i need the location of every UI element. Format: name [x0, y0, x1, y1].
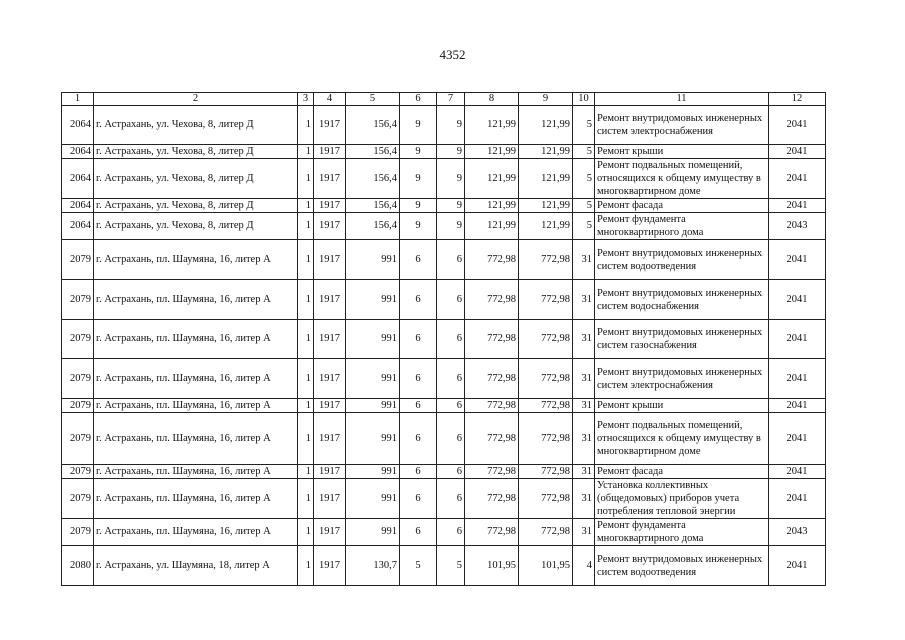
- cell-c10: 31: [573, 320, 595, 359]
- cell-end-year: 2041: [769, 320, 826, 359]
- cell-work: Ремонт внутридомовых инженерных систем водоотведения: [595, 546, 769, 586]
- cell-id: 2079: [62, 519, 94, 546]
- cell-work: Ремонт фасада: [595, 465, 769, 479]
- cell-c7: 6: [437, 413, 465, 465]
- cell-c6: 6: [400, 465, 437, 479]
- cell-work: Ремонт крыши: [595, 145, 769, 159]
- cell-c8: 772,98: [465, 240, 519, 280]
- cell-end-year: 2041: [769, 106, 826, 145]
- cell-c6: 6: [400, 519, 437, 546]
- column-header: 12: [769, 93, 826, 106]
- cell-end-year: 2041: [769, 280, 826, 320]
- cell-c8: 772,98: [465, 399, 519, 413]
- cell-area: 991: [346, 479, 400, 519]
- cell-area: 130,7: [346, 546, 400, 586]
- cell-c6: 6: [400, 320, 437, 359]
- cell-c10: 31: [573, 465, 595, 479]
- cell-c10: 31: [573, 240, 595, 280]
- cell-work: Ремонт внутридомовых инженерных систем водоснабжения: [595, 280, 769, 320]
- cell-work: Ремонт внутридомовых инженерных систем электроснабжения: [595, 359, 769, 399]
- cell-c9: 772,98: [519, 413, 573, 465]
- cell-c7: 6: [437, 465, 465, 479]
- table-row: [62, 159, 826, 199]
- cell-id: 2064: [62, 213, 94, 240]
- cell-c6: 9: [400, 159, 437, 199]
- cell-c9: 772,98: [519, 399, 573, 413]
- cell-c3: 1: [298, 399, 314, 413]
- cell-year: 1917: [314, 479, 346, 519]
- cell-c6: 6: [400, 240, 437, 280]
- cell-year: 1917: [314, 280, 346, 320]
- cell-c3: 1: [298, 413, 314, 465]
- page-number: 4352: [439, 47, 466, 62]
- cell-c8: 101,95: [465, 546, 519, 586]
- cell-end-year: 2041: [769, 399, 826, 413]
- cell-year: 1917: [314, 106, 346, 145]
- cell-c7: 9: [437, 213, 465, 240]
- table-row: [62, 106, 826, 145]
- cell-c7: 6: [437, 519, 465, 546]
- cell-year: 1917: [314, 213, 346, 240]
- table-row: [62, 240, 826, 280]
- cell-c7: 5: [437, 546, 465, 586]
- cell-address: г. Астрахань, ул. Чехова, 8, литер Д: [94, 145, 298, 159]
- cell-work: Ремонт подвальных помещений, относящихся к общему имуществу в многоквартирном доме: [595, 159, 769, 199]
- cell-c9: 121,99: [519, 159, 573, 199]
- column-header: 10: [573, 93, 595, 106]
- cell-year: 1917: [314, 145, 346, 159]
- column-header: 3: [298, 93, 314, 106]
- cell-address: г. Астрахань, пл. Шаумяна, 16, литер А: [94, 465, 298, 479]
- cell-c8: 772,98: [465, 413, 519, 465]
- cell-end-year: 2043: [769, 519, 826, 546]
- cell-c9: 121,99: [519, 145, 573, 159]
- cell-work: Ремонт внутридомовых инженерных систем газоснабжения: [595, 320, 769, 359]
- cell-c3: 1: [298, 465, 314, 479]
- cell-work: Ремонт подвальных помещений, относящихся к общему имуществу в многоквартирном доме: [595, 413, 769, 465]
- cell-work: Ремонт внутридомовых инженерных систем водоотведения: [595, 240, 769, 280]
- column-header: 8: [465, 93, 519, 106]
- cell-c8: 772,98: [465, 320, 519, 359]
- table-row: [62, 465, 826, 479]
- cell-c6: 6: [400, 399, 437, 413]
- column-header: 9: [519, 93, 573, 106]
- cell-c10: 31: [573, 280, 595, 320]
- cell-year: 1917: [314, 159, 346, 199]
- table-row: [62, 280, 826, 320]
- cell-c10: 31: [573, 479, 595, 519]
- cell-c3: 1: [298, 479, 314, 519]
- cell-area: 156,4: [346, 199, 400, 213]
- cell-address: г. Астрахань, пл. Шаумяна, 16, литер А: [94, 413, 298, 465]
- cell-address: г. Астрахань, пл. Шаумяна, 16, литер А: [94, 399, 298, 413]
- cell-c3: 1: [298, 145, 314, 159]
- cell-c10: 31: [573, 413, 595, 465]
- header-row: [62, 93, 826, 106]
- cell-area: 991: [346, 519, 400, 546]
- table-row: [62, 359, 826, 399]
- cell-c10: 5: [573, 199, 595, 213]
- cell-end-year: 2043: [769, 213, 826, 240]
- column-header: 5: [346, 93, 400, 106]
- cell-c10: 5: [573, 106, 595, 145]
- cell-c6: 9: [400, 145, 437, 159]
- cell-address: г. Астрахань, ул. Чехова, 8, литер Д: [94, 106, 298, 145]
- table-row: [62, 399, 826, 413]
- cell-year: 1917: [314, 465, 346, 479]
- cell-c8: 121,99: [465, 106, 519, 145]
- cell-id: 2080: [62, 546, 94, 586]
- cell-work: Ремонт фундамента многоквартирного дома: [595, 213, 769, 240]
- cell-c9: 121,99: [519, 199, 573, 213]
- cell-address: г. Астрахань, пл. Шаумяна, 16, литер А: [94, 359, 298, 399]
- cell-end-year: 2041: [769, 413, 826, 465]
- cell-end-year: 2041: [769, 546, 826, 586]
- cell-c6: 6: [400, 413, 437, 465]
- cell-area: 991: [346, 399, 400, 413]
- table-row: [62, 320, 826, 359]
- cell-c8: 121,99: [465, 145, 519, 159]
- cell-address: г. Астрахань, ул. Чехова, 8, литер Д: [94, 199, 298, 213]
- cell-area: 156,4: [346, 213, 400, 240]
- cell-id: 2079: [62, 479, 94, 519]
- cell-area: 991: [346, 359, 400, 399]
- cell-c3: 1: [298, 359, 314, 399]
- cell-work: Установка коллективных (общедомовых) приборов учета потребления тепловой энергии: [595, 479, 769, 519]
- table-row: [62, 519, 826, 546]
- cell-c8: 121,99: [465, 199, 519, 213]
- cell-year: 1917: [314, 546, 346, 586]
- cell-address: г. Астрахань, пл. Шаумяна, 16, литер А: [94, 280, 298, 320]
- cell-c7: 6: [437, 280, 465, 320]
- cell-c3: 1: [298, 546, 314, 586]
- cell-c7: 9: [437, 106, 465, 145]
- cell-id: 2064: [62, 145, 94, 159]
- cell-area: 991: [346, 465, 400, 479]
- cell-end-year: 2041: [769, 479, 826, 519]
- cell-area: 991: [346, 280, 400, 320]
- cell-c7: 9: [437, 199, 465, 213]
- cell-address: г. Астрахань, пл. Шаумяна, 16, литер А: [94, 519, 298, 546]
- cell-c9: 772,98: [519, 479, 573, 519]
- cell-c3: 1: [298, 199, 314, 213]
- cell-year: 1917: [314, 519, 346, 546]
- cell-c6: 9: [400, 213, 437, 240]
- cell-c7: 6: [437, 399, 465, 413]
- cell-area: 156,4: [346, 159, 400, 199]
- cell-c8: 772,98: [465, 465, 519, 479]
- cell-c8: 772,98: [465, 359, 519, 399]
- cell-c6: 6: [400, 359, 437, 399]
- cell-address: г. Астрахань, ул. Чехова, 8, литер Д: [94, 159, 298, 199]
- cell-work: Ремонт крыши: [595, 399, 769, 413]
- cell-c7: 9: [437, 145, 465, 159]
- column-header: 2: [94, 93, 298, 106]
- cell-year: 1917: [314, 240, 346, 280]
- cell-year: 1917: [314, 199, 346, 213]
- cell-area: 156,4: [346, 145, 400, 159]
- cell-address: г. Астрахань, пл. Шаумяна, 16, литер А: [94, 479, 298, 519]
- cell-end-year: 2041: [769, 465, 826, 479]
- cell-c10: 31: [573, 519, 595, 546]
- table-row: [62, 199, 826, 213]
- cell-end-year: 2041: [769, 359, 826, 399]
- cell-address: г. Астрахань, ул. Чехова, 8, литер Д: [94, 213, 298, 240]
- cell-year: 1917: [314, 359, 346, 399]
- cell-c3: 1: [298, 159, 314, 199]
- column-header: 11: [595, 93, 769, 106]
- cell-c9: 121,99: [519, 106, 573, 145]
- table-row: [62, 145, 826, 159]
- cell-c7: 6: [437, 359, 465, 399]
- column-header: 4: [314, 93, 346, 106]
- cell-c9: 772,98: [519, 465, 573, 479]
- cell-c9: 772,98: [519, 519, 573, 546]
- cell-end-year: 2041: [769, 199, 826, 213]
- cell-c8: 772,98: [465, 280, 519, 320]
- cell-id: 2079: [62, 413, 94, 465]
- cell-c9: 772,98: [519, 280, 573, 320]
- cell-c6: 9: [400, 199, 437, 213]
- cell-c9: 121,99: [519, 213, 573, 240]
- cell-c8: 772,98: [465, 519, 519, 546]
- cell-c10: 4: [573, 546, 595, 586]
- cell-address: г. Астрахань, пл. Шаумяна, 16, литер А: [94, 320, 298, 359]
- cell-c3: 1: [298, 240, 314, 280]
- cell-c10: 5: [573, 159, 595, 199]
- cell-end-year: 2041: [769, 240, 826, 280]
- cell-c7: 9: [437, 159, 465, 199]
- cell-id: 2079: [62, 465, 94, 479]
- cell-c3: 1: [298, 519, 314, 546]
- cell-id: 2064: [62, 106, 94, 145]
- cell-area: 156,4: [346, 106, 400, 145]
- cell-work: Ремонт внутридомовых инженерных систем электроснабжения: [595, 106, 769, 145]
- registry-table: [61, 92, 826, 586]
- cell-area: 991: [346, 240, 400, 280]
- cell-year: 1917: [314, 413, 346, 465]
- cell-id: 2079: [62, 280, 94, 320]
- cell-c3: 1: [298, 280, 314, 320]
- column-header: 7: [437, 93, 465, 106]
- cell-id: 2079: [62, 240, 94, 280]
- cell-c7: 6: [437, 479, 465, 519]
- cell-id: 2079: [62, 359, 94, 399]
- cell-year: 1917: [314, 399, 346, 413]
- cell-area: 991: [346, 413, 400, 465]
- cell-c10: 5: [573, 145, 595, 159]
- table-row: [62, 413, 826, 465]
- cell-id: 2064: [62, 159, 94, 199]
- cell-c6: 6: [400, 280, 437, 320]
- cell-c3: 1: [298, 213, 314, 240]
- cell-c9: 772,98: [519, 240, 573, 280]
- cell-c8: 121,99: [465, 159, 519, 199]
- cell-c8: 772,98: [465, 479, 519, 519]
- column-header: 6: [400, 93, 437, 106]
- cell-end-year: 2041: [769, 159, 826, 199]
- cell-c10: 5: [573, 213, 595, 240]
- cell-work: Ремонт фасада: [595, 199, 769, 213]
- cell-c7: 6: [437, 240, 465, 280]
- column-header: 1: [62, 93, 94, 106]
- cell-c3: 1: [298, 320, 314, 359]
- cell-c6: 6: [400, 479, 437, 519]
- cell-c7: 6: [437, 320, 465, 359]
- cell-c6: 9: [400, 106, 437, 145]
- table-row: [62, 546, 826, 586]
- cell-c9: 101,95: [519, 546, 573, 586]
- cell-c10: 31: [573, 399, 595, 413]
- cell-work: Ремонт фундамента многоквартирного дома: [595, 519, 769, 546]
- cell-area: 991: [346, 320, 400, 359]
- cell-year: 1917: [314, 320, 346, 359]
- cell-c9: 772,98: [519, 359, 573, 399]
- cell-c10: 31: [573, 359, 595, 399]
- table-row: [62, 213, 826, 240]
- cell-c6: 5: [400, 546, 437, 586]
- cell-end-year: 2041: [769, 145, 826, 159]
- cell-address: г. Астрахань, пл. Шаумяна, 16, литер А: [94, 240, 298, 280]
- table-row: [62, 479, 826, 519]
- cell-id: 2064: [62, 199, 94, 213]
- cell-c3: 1: [298, 106, 314, 145]
- cell-id: 2079: [62, 399, 94, 413]
- cell-c9: 772,98: [519, 320, 573, 359]
- cell-c8: 121,99: [465, 213, 519, 240]
- cell-id: 2079: [62, 320, 94, 359]
- cell-address: г. Астрахань, ул. Шаумяна, 18, литер А: [94, 546, 298, 586]
